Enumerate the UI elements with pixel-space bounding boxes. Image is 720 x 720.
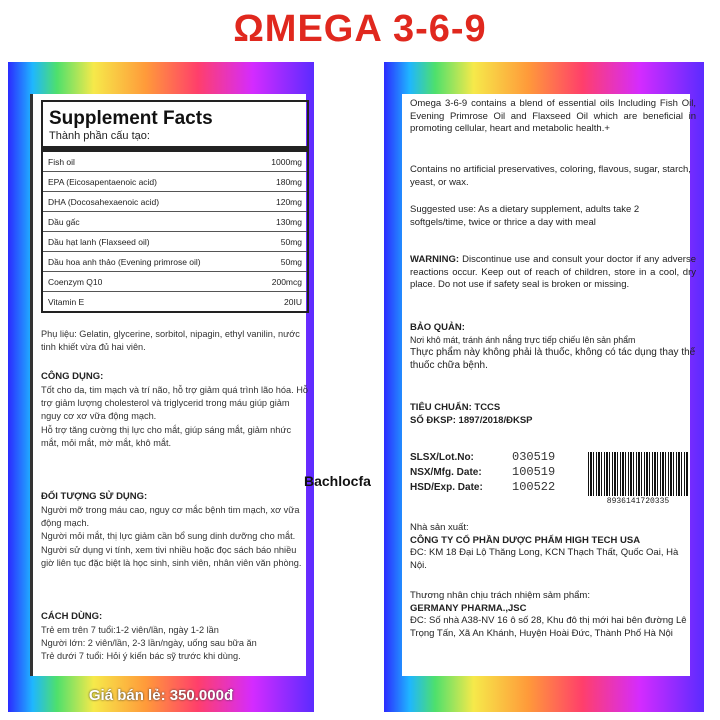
dosage-section bbox=[41, 610, 311, 664]
manufacturer-address: ĐC: KM 18 Đại Lộ Thăng Long, KCN Thạch Thất, Quốc Oai, Hà Nội. bbox=[410, 547, 679, 571]
product-title: ΩMEGA 3-6-9 bbox=[233, 8, 487, 50]
watermark-stamp: Bachlocfa bbox=[304, 473, 371, 489]
facts-amount: 50mg bbox=[280, 257, 302, 267]
dosage-line-1: Trẻ em trên 7 tuổi:1-2 viên/lần, ngày 1-2 lần bbox=[41, 624, 219, 635]
excipients: Phụ liệu: Gelatin, glycerine, sorbitol, nipagin, ethyl vanilin, nước tinh khiết vừa đủ hai viên. bbox=[41, 329, 300, 353]
facts-row bbox=[43, 232, 307, 252]
registration-number: SỐ ĐKSP: 1897/2018/ĐKSP bbox=[410, 414, 533, 426]
barcode bbox=[588, 452, 688, 496]
trader-name: GERMANY PHARMA.,JSC bbox=[410, 602, 527, 614]
facts-row bbox=[43, 192, 307, 212]
storage-text: Nơi khô mát, tránh ánh nắng trực tiếp chiếu lên sản phẩm bbox=[410, 334, 636, 345]
exp-value: 100522 bbox=[512, 480, 556, 494]
manufacturer-section bbox=[410, 522, 696, 572]
uses-section bbox=[41, 370, 311, 450]
trader-section bbox=[410, 590, 696, 640]
facts-row bbox=[43, 272, 307, 292]
uses-heading: CÔNG DỤNG: bbox=[41, 371, 104, 382]
no-additives-text: Contains no artificial preservatives, coloring, flavous, sugar, starch, yeast, or wax. bbox=[410, 164, 691, 188]
lot-value: 030519 bbox=[512, 450, 556, 464]
suggested-use-text: Suggested use: As a dietary supplement, adults take 2 softgels/time, twice or thrice a day with meal bbox=[410, 204, 640, 228]
exp-label: HSD/Exp. Date: bbox=[410, 482, 483, 493]
intro-text: Omega 3-6-9 contains a blend of essential oils Including Fish Oil, Evening Primrose Oil and Flaxseed Oil which are beneficial in promoting cellular, heart and metabolic health.+ bbox=[410, 98, 696, 135]
facts-amount: 20IU bbox=[284, 297, 302, 307]
storage-section bbox=[410, 322, 696, 373]
storage-heading: BẢO QUẢN: bbox=[410, 322, 465, 333]
facts-ingredient: EPA (Eicosapentaenoic acid) bbox=[48, 177, 157, 187]
facts-ingredient: Dầu gấc bbox=[48, 217, 80, 227]
target-section bbox=[41, 490, 311, 570]
facts-row bbox=[43, 152, 307, 172]
facts-amount: 50mg bbox=[280, 237, 302, 247]
dosage-line-2: Người lớn: 2 viên/lần, 2-3 lần/ngày, uống sau bữa ăn bbox=[41, 638, 257, 649]
right-box-panel bbox=[384, 62, 704, 712]
mfg-label: NSX/Mfg. Date: bbox=[410, 467, 482, 478]
facts-row bbox=[43, 252, 307, 272]
facts-ingredient: Vitamin E bbox=[48, 297, 85, 307]
manufacturer-label: Nhà sản xuất: bbox=[410, 522, 469, 533]
trader-label: Thương nhân chịu trách nhiệm sảm phẩm: bbox=[410, 590, 590, 601]
lot-label: SLSX/Lot.No: bbox=[410, 452, 474, 463]
left-box-panel bbox=[8, 62, 314, 712]
facts-ingredient: Coenzym Q10 bbox=[48, 277, 103, 287]
standard-section bbox=[410, 402, 696, 427]
lot-values bbox=[512, 450, 555, 495]
manufacturer-name: CÔNG TY CỔ PHẦN DƯỢC PHẨM HIGH TECH USA bbox=[410, 534, 641, 546]
supplement-facts-table bbox=[41, 100, 309, 313]
facts-amount: 1000mg bbox=[271, 157, 302, 167]
facts-amount: 180mg bbox=[276, 177, 302, 187]
facts-ingredient: Fish oil bbox=[48, 157, 75, 167]
facts-ingredient: DHA (Docosahexaenoic acid) bbox=[48, 197, 160, 207]
not-medicine-text: Thực phẩm này không phải là thuốc, không có tác dụng thay thế thuốc chữa bệnh. bbox=[410, 347, 696, 372]
facts-amount: 120mg bbox=[276, 197, 302, 207]
uses-text-2: Hỗ trợ tăng cường thị lực cho mắt, giúp sáng mắt, giảm nhức mắt, mỏi mắt, mờ mắt, khô mắt. bbox=[41, 424, 292, 449]
uses-text-1: Tốt cho da, tim mạch và trí não, hỗ trợ giảm quá trình lão hóa. Hỗ trợ giảm lượng cholesterol và triglycerid trong máu giúp giảm nguy cơ xơ vữa động mạch. bbox=[41, 384, 308, 422]
facts-title: Supplement Facts bbox=[49, 108, 213, 129]
right-label-card bbox=[402, 94, 696, 676]
dosage-line-3: Trẻ dưới 7 tuổi: Hỏi ý kiến bác sỹ trước khi dùng. bbox=[41, 651, 241, 662]
mfg-value: 100519 bbox=[512, 465, 556, 479]
warning-label: WARNING: bbox=[410, 254, 460, 265]
facts-row bbox=[43, 212, 307, 232]
target-heading: ĐỐI TƯỢNG SỬ DỤNG: bbox=[41, 491, 148, 502]
warning-body: Discontinue use and consult your doctor if any adverse reactions occur. Keep out of reach of children, store in a cool, dry place. Do not use if safety seal is broken or missing. bbox=[410, 254, 696, 291]
facts-ingredient: Dầu hoa anh thảo (Evening primrose oil) bbox=[48, 257, 201, 267]
facts-amount: 200mcg bbox=[271, 277, 302, 287]
lot-labels bbox=[410, 452, 483, 497]
facts-ingredient: Dầu hạt lanh (Flaxseed oil) bbox=[48, 237, 150, 247]
facts-amount: 130mg bbox=[276, 217, 302, 227]
retail-price: Giá bán lẻ: 350.000đ bbox=[88, 687, 234, 704]
left-label-card bbox=[30, 94, 306, 676]
trader-address: ĐC: Số nhà A38-NV 16 ô số 28, Khu đô thị mới hai bên đường Lê Trọng Tấn, Xã An Khánh, Huyện Hoài Đức, Thành Phố Hà Nội bbox=[410, 615, 687, 639]
target-text-2: Người mỏi mắt, thị lực giảm cần bổ sung dinh dưỡng cho mắt. Người sử dụng vi tính, xem tivi nhiều hoặc đọc sách báo nhiều giờ liên tục đặc biệt là học sinh, sinh viên, nhân viên văn phòng. bbox=[41, 531, 302, 569]
facts-row bbox=[43, 172, 307, 192]
standard-text: TIÊU CHUẨN: TCCS bbox=[410, 402, 501, 413]
facts-row bbox=[43, 292, 307, 311]
barcode-number: 8936141720335 bbox=[606, 497, 670, 506]
warning-text bbox=[410, 254, 696, 292]
dosage-heading: CÁCH DÙNG: bbox=[41, 611, 103, 622]
facts-subtitle: Thành phần cấu tạo: bbox=[43, 130, 307, 152]
target-text-1: Người mỡ trong máu cao, nguy cơ mắc bệnh tim mạch, xơ vữa động mạch. bbox=[41, 504, 300, 529]
